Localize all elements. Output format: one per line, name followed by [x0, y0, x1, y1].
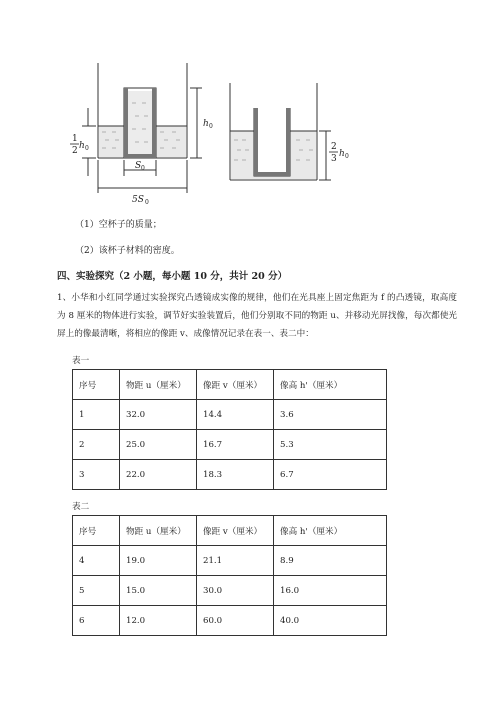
- table-cell: 21.1: [197, 546, 274, 576]
- table-cell: 3.6: [274, 400, 387, 430]
- figure-area: [60, 48, 380, 208]
- right-figure: [230, 83, 331, 180]
- table-cell: 40.0: [274, 606, 387, 636]
- header-cell: 物距 u（厘米）: [120, 516, 197, 546]
- left-figure: [82, 63, 202, 193]
- frac-h: h: [339, 149, 345, 159]
- half-den: 2: [72, 146, 78, 156]
- table-cell: 12.0: [120, 606, 197, 636]
- header-cell: 序号: [73, 370, 120, 400]
- table-1: [72, 369, 387, 490]
- header-cell: 物距 u（厘米）: [120, 370, 197, 400]
- s0-label: S: [135, 161, 142, 171]
- table-row: [73, 606, 387, 636]
- table-row: [73, 400, 387, 430]
- h0-sub: 0: [209, 123, 213, 130]
- table-cell: 22.0: [120, 460, 197, 490]
- header-cell: 像高 h'（厘米）: [274, 516, 387, 546]
- header-cell: 像距 v（厘米）: [197, 516, 274, 546]
- five-s0-label: 5S: [132, 195, 144, 205]
- table-2: [72, 515, 387, 636]
- header-cell: 像高 h'（厘米）: [274, 370, 387, 400]
- frac-num: 2: [331, 142, 337, 152]
- table-cell: 16.0: [274, 576, 387, 606]
- table-cell: 5.3: [274, 430, 387, 460]
- question-1: （1）空杯子的质量；: [75, 220, 162, 230]
- table-row: [73, 576, 387, 606]
- half-h-sub: 0: [85, 145, 89, 152]
- table-cell: 15.0: [120, 576, 197, 606]
- table-cell: 4: [73, 546, 120, 576]
- table-cell: 2: [73, 430, 120, 460]
- right-figure-labels: [329, 142, 349, 164]
- question-2: （2）该杯子材料的密度。: [75, 246, 180, 256]
- problem-text: 1、小华和小红同学通过实验探究凸透镜成实像的规律，他们在光具座上固定焦距为 f 的凸透镜，取高度为 8 厘米的物体进行实验，调节好实验装置后，他们分别取不同的物距 u、并移动光屏找像，每次都使光屏上的像最清晰，将相应的像距 v、成像情况记录在表一、表二中：: [57, 293, 457, 339]
- table-row: [73, 546, 387, 576]
- half-h: h: [79, 141, 85, 151]
- table-cell: 25.0: [120, 430, 197, 460]
- table-header-row: [73, 516, 387, 546]
- table-cell: 6.7: [274, 460, 387, 490]
- table-cell: 60.0: [197, 606, 274, 636]
- table1-caption: 表一: [72, 356, 90, 366]
- table-cell: 16.7: [197, 430, 274, 460]
- frac-h-sub: 0: [345, 153, 349, 160]
- s0-sub: 0: [141, 165, 145, 172]
- table2-caption: 表二: [72, 502, 90, 512]
- frac-den: 3: [331, 154, 337, 164]
- five-s0-sub: 0: [145, 199, 149, 206]
- table-header-row: [73, 370, 387, 400]
- table-cell: 14.4: [197, 400, 274, 430]
- header-cell: 序号: [73, 516, 120, 546]
- table-row: [73, 430, 387, 460]
- table-cell: 3: [73, 460, 120, 490]
- table-cell: 6: [73, 606, 120, 636]
- header-cell: 像距 v（厘米）: [197, 370, 274, 400]
- table-cell: 18.3: [197, 460, 274, 490]
- experiment-figures: [60, 48, 380, 208]
- h0-label: h: [203, 119, 209, 129]
- section-title: 四、实验探究（2 小题，每小题 10 分，共计 20 分）: [57, 271, 288, 282]
- table-cell: 32.0: [120, 400, 197, 430]
- table-row: [73, 460, 387, 490]
- table-cell: 19.0: [120, 546, 197, 576]
- table-cell: 5: [73, 576, 120, 606]
- half-num: 1: [72, 134, 78, 144]
- table-cell: 30.0: [197, 576, 274, 606]
- table-cell: 8.9: [274, 546, 387, 576]
- table-cell: 1: [73, 400, 120, 430]
